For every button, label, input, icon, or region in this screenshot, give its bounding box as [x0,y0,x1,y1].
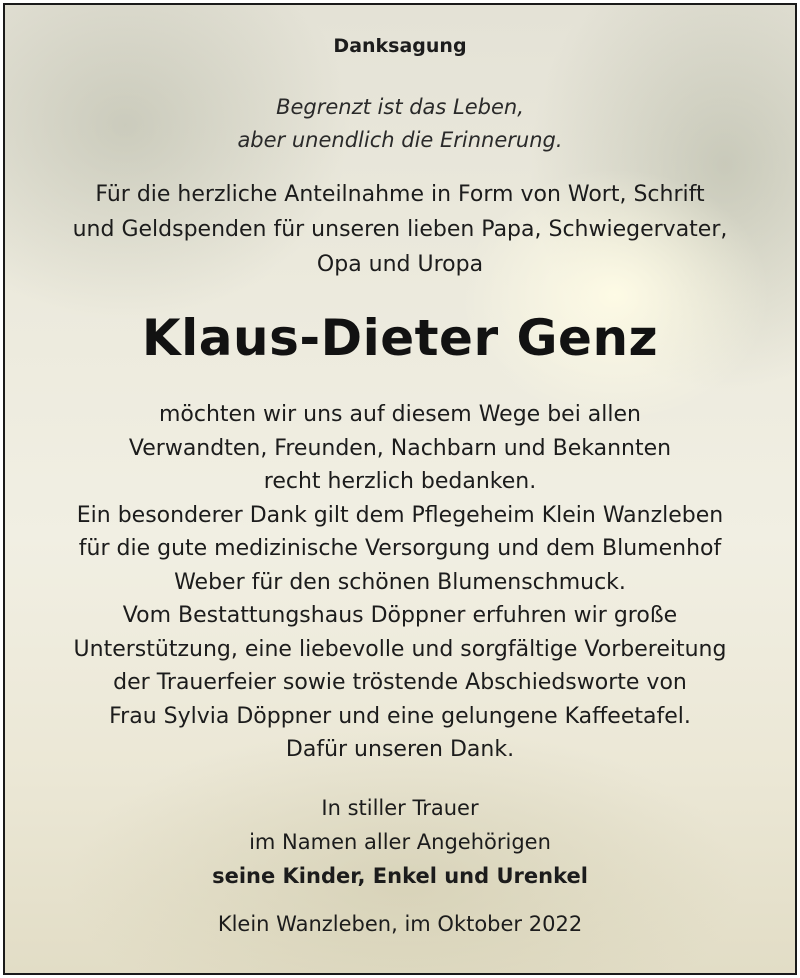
body-line: Dafür unseren Dank. [285,737,515,762]
closing-block [5,791,795,893]
intro-paragraph [5,177,795,282]
signature: seine Kinder, Enkel und Urenkel [212,864,588,888]
intro-line: und Geldspenden für unseren lieben Papa, Schwiegervater, [72,217,728,242]
body-line: Verwandten, Freunden, Nachbarn und Bekannten [128,435,672,461]
body-line: der Trauerfeier sowie tröstende Abschiedsworte von [113,670,687,695]
deceased-name: Klaus-Dieter Genz [141,309,659,367]
body-paragraph [5,398,795,767]
body-line: Frau Sylvia Döppner und eine gelungene Kaffeetafel. [109,703,691,729]
body-line: recht herzlich bedanken. [263,469,537,494]
closing-line: In stiller Trauer [321,796,479,820]
motto [5,91,795,157]
heading: Danksagung [333,35,467,57]
body-line: Vom Bestattungshaus Döppner erfuhren wir große [122,603,678,628]
body-line: Ein besonderer Dank gilt dem Pflegeheim Klein Wanzleben [76,502,724,528]
intro-line: Opa und Uropa [316,252,484,277]
motto-line: Begrenzt ist das Leben, [276,95,524,119]
body-line: Unterstützung, eine liebevolle und sorgfältige Vorbereitung [73,636,727,662]
place-date: Klein Wanzleben, im Oktober 2022 [217,912,583,936]
body-line: möchten wir uns auf diesem Wege bei allen [159,402,641,427]
closing-line: im Namen aller Angehörigen [249,830,551,854]
intro-line: Für die herzliche Anteilnahme in Form von Wort, Schrift [95,182,705,207]
motto-line: aber unendlich die Erinnerung. [237,128,563,152]
body-line: Weber für den schönen Blumenschmuck. [174,569,626,595]
body-line: für die gute medizinische Versorgung und dem Blumenhof [78,536,722,561]
obituary-card [3,3,797,975]
